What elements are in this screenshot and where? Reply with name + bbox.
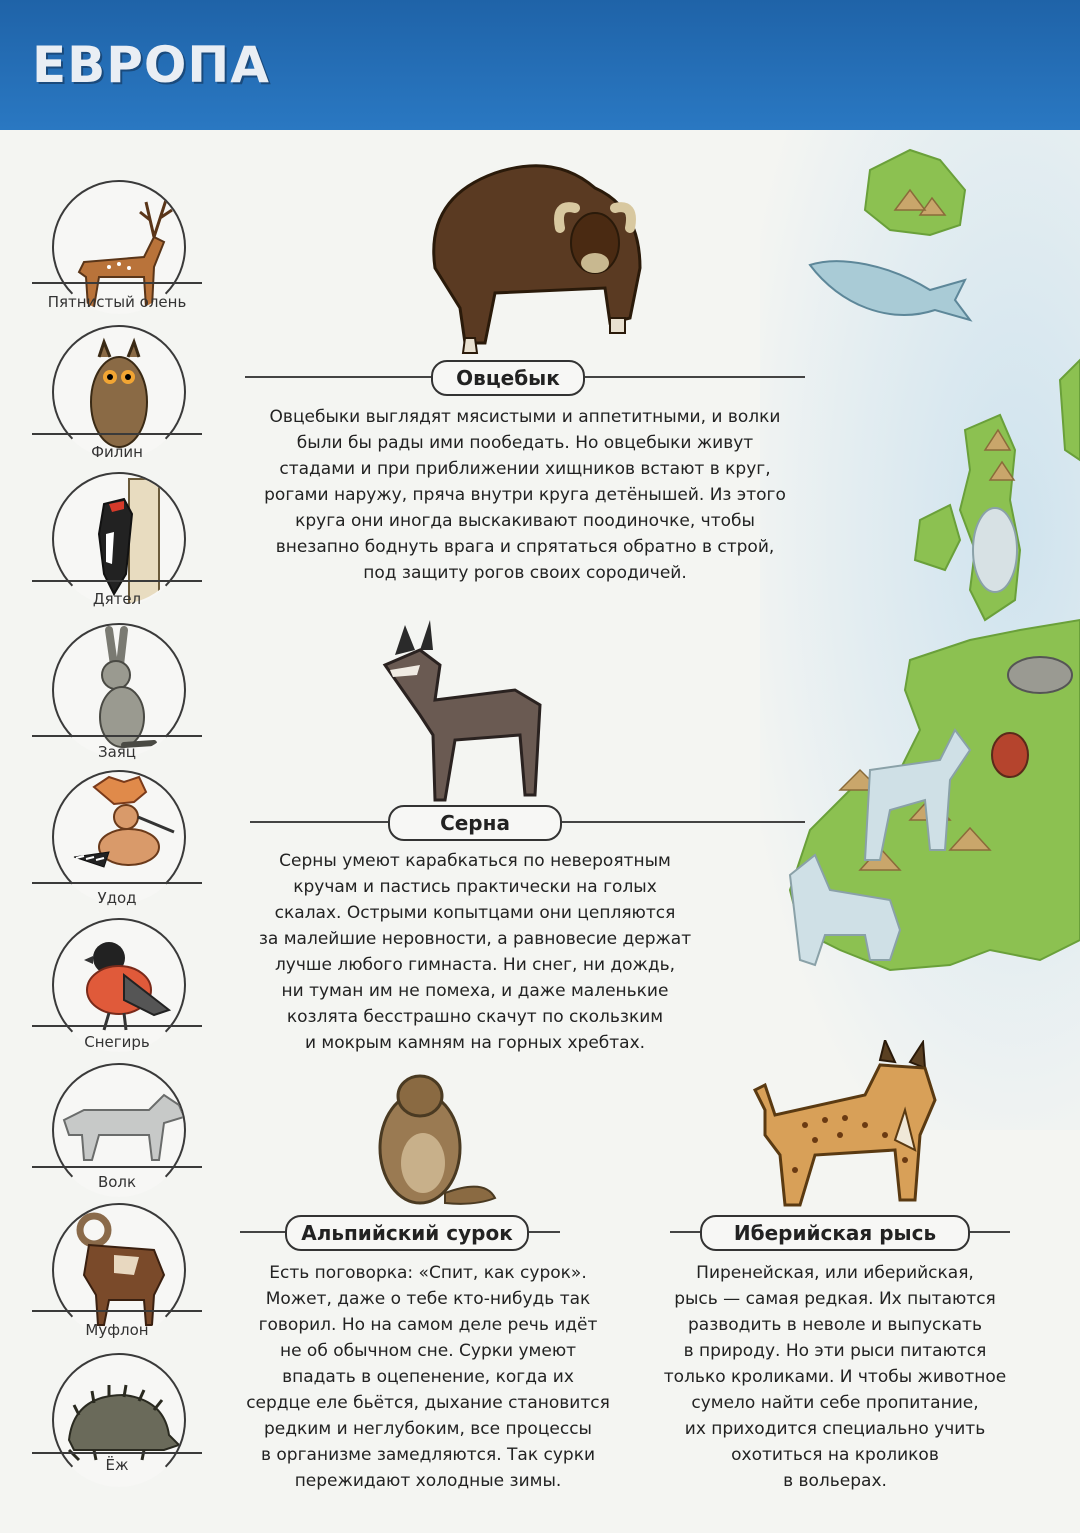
chamois-text: Серны умеют карабкаться по невероятным кручам и пастись практически на голых скалах. Острыми копытцами они цепляются за малейшие неровности, а равновесие держат лучше любого гимнаста. Ни снег, ни дождь, ни туман им не помеха, и даже маленькие козлята бесстрашно скачут по скользким и мокрым камням на горных хребтах. xyxy=(258,851,692,1053)
muskox-illustration xyxy=(415,148,655,358)
marmot-title-row xyxy=(240,1213,560,1253)
sidebar-item-woodpecker xyxy=(32,470,202,615)
sidebar-item-bullfinch xyxy=(32,913,202,1058)
sidebar-item-label: Пятнистый олень xyxy=(47,293,187,311)
chamois-title-row xyxy=(250,803,805,843)
lynx-title-row xyxy=(670,1213,1010,1253)
sidebar-item-label: Волк xyxy=(97,1173,137,1191)
sidebar-item-mouflon xyxy=(32,1198,202,1348)
lynx-title: Иберийская рысь xyxy=(700,1215,970,1251)
muskox-title-row xyxy=(245,358,805,398)
sidebar-item-label: Заяц xyxy=(97,743,137,761)
owl-icon xyxy=(52,325,186,459)
sidebar-item-hare xyxy=(32,615,202,765)
sidebar-item-label: Филин xyxy=(91,443,143,461)
marmot-illustration xyxy=(375,1068,505,1208)
chamois-title: Серна xyxy=(388,805,562,841)
bullfinch-icon xyxy=(52,918,186,1052)
lynx-text: Пиренейская, или иберийская, рысь — самая редкая. Их пытаются разводить в неволе и выпускать в природу. Но эти рыси питаются только кроликами. И чтобы животное сумело найти себе пропитание, их приходится специально учить охотиться на кроликов в вольерах. xyxy=(663,1263,1007,1491)
marmot-text: Есть поговорка: «Спит, как сурок». Может, даже о тебе кто-нибудь так говорил. Но на самом деле речь идёт не об обычном сне. Сурки умеют впадать в оцепенение, когда их сердце еле бьётся, дыхание становится редким и неглубоким, все процессы в организме замедляются. Так сурки пережидают холодные зимы. xyxy=(246,1263,610,1491)
woodpecker-icon xyxy=(52,472,186,606)
marmot-title: Альпийский сурок xyxy=(285,1215,529,1251)
chamois-illustration xyxy=(375,605,555,805)
europe-map xyxy=(770,130,1080,1110)
lynx-illustration xyxy=(745,1040,955,1215)
sidebar-item-label: Муфлон xyxy=(85,1321,149,1339)
sidebar-item-wolf xyxy=(32,1058,202,1198)
page-header xyxy=(0,0,1080,130)
muskox-title: Овцебык xyxy=(431,360,585,396)
sidebar-item-label: Снегирь xyxy=(84,1033,150,1051)
sidebar-item-label: Ёж xyxy=(105,1456,129,1474)
sidebar-item-label: Дятел xyxy=(92,590,142,608)
sidebar-item-hedgehog xyxy=(32,1348,202,1488)
sidebar-item-label: Удод xyxy=(97,889,137,907)
sidebar-item-deer xyxy=(32,150,202,320)
sidebar-item-owl xyxy=(32,320,202,470)
muskox-text: Овцебыки выглядят мясистыми и аппетитными, и волки были бы рады ими пообедать. Но овцебыки живут стадами и при приближении хищников встают в круг, рогами наружу, пряча внутри круга детёнышей. Из этого круга они иногда выскакивают поодиночке, чтобы внезапно боднуть врага и спрятаться обратно в строй, под защиту рогов своих сородичей. xyxy=(264,407,786,583)
page-title: ЕВРОПА xyxy=(32,36,270,94)
mouflon-icon xyxy=(52,1203,186,1337)
sidebar-item-hoopoe xyxy=(32,765,202,913)
